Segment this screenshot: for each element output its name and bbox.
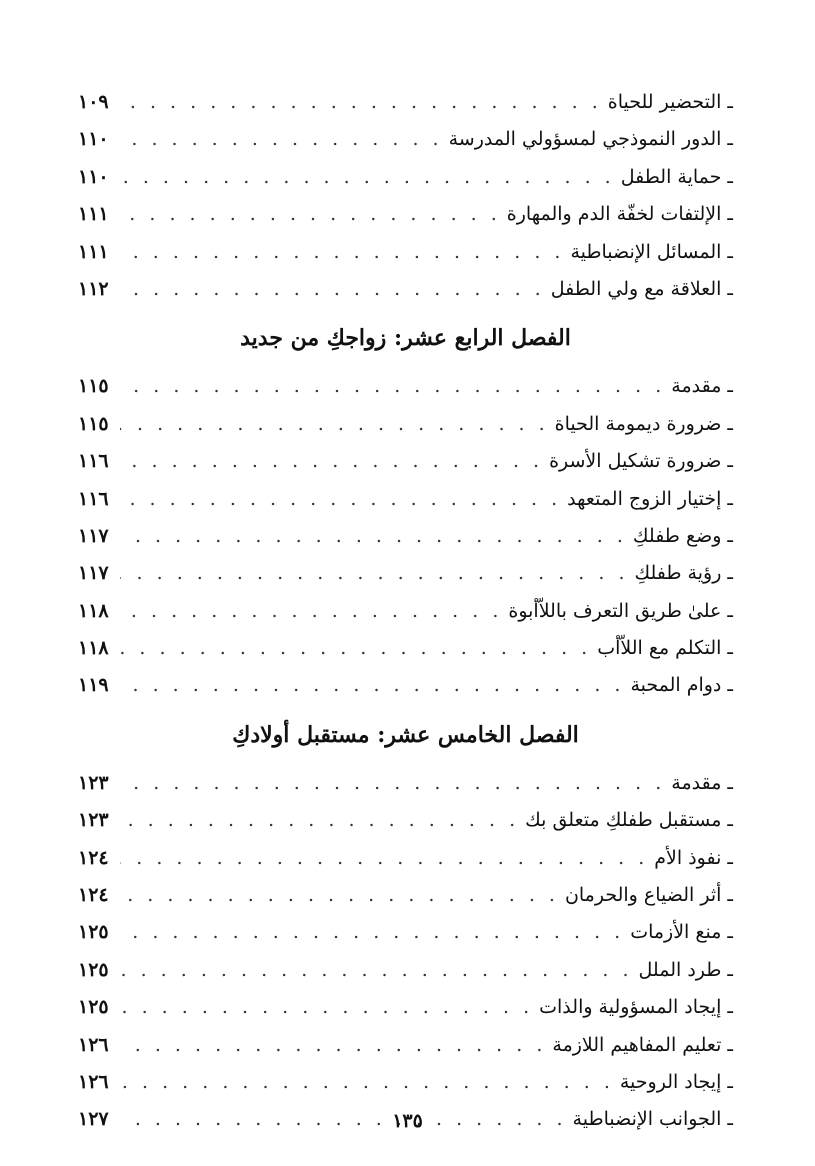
dot-leader: [120, 952, 633, 989]
toc-entry-title: ـ مقدمة: [671, 375, 733, 398]
toc-entry-page: ١١٨: [78, 599, 109, 622]
toc-entry-page: ١١١: [78, 240, 109, 263]
toc-entry-page: ١٠٩: [78, 91, 109, 113]
toc-entry: [78, 593, 733, 630]
toc-entry-page: ١٢٧: [78, 1108, 109, 1131]
chapter-heading: الفصل الرابع عشر: زواجكِ من جديد: [240, 325, 571, 352]
toc-entry-title: ـ رؤية طفلكِ: [634, 562, 733, 585]
dot-leader: [120, 667, 624, 704]
dot-leader: [120, 234, 564, 271]
toc-entry-page: ١١٥: [78, 412, 109, 435]
page-number: ١٣٥: [392, 1110, 423, 1132]
toc-entry: [78, 877, 733, 914]
toc-entry: [78, 1064, 733, 1101]
chapter-heading: الفصل الخامس عشر: مستقبل أولادكِ: [232, 721, 579, 748]
toc-entry-page: ١٢٥: [78, 921, 109, 944]
toc-entry-page: ١٢٤: [78, 884, 109, 907]
dot-leader: [120, 1064, 614, 1101]
toc-entry: [78, 630, 733, 667]
toc-entry: [78, 271, 733, 308]
toc-entry: [78, 765, 733, 802]
toc-entry-title: ـ أثر الضياع والحرمان: [564, 884, 733, 907]
toc-entry-page: ١١٧: [78, 524, 109, 547]
toc-entry-page: ١٢٥: [78, 958, 109, 981]
toc-entry-title: ـ المسائل الإنضباطية: [570, 240, 733, 263]
toc-entry: [78, 840, 733, 877]
dot-leader: [120, 196, 501, 233]
toc-entry: [78, 481, 733, 518]
toc-entry-title: ـ الجوانب الإنضباطية: [572, 1108, 733, 1131]
dot-leader: [120, 271, 545, 308]
toc-entry-page: ١١٥: [78, 375, 109, 398]
toc-entry: [78, 952, 733, 989]
toc-entry: [78, 368, 733, 405]
dot-leader: [120, 443, 543, 480]
dot-leader: [120, 368, 665, 405]
toc-entry-page: ١٢٥: [78, 996, 109, 1019]
toc-entry-title: ـ نفوذ الأم: [654, 846, 733, 869]
toc-entry-title: ـ ضرورة ديمومة الحياة: [554, 412, 733, 435]
toc-entry: [78, 518, 733, 555]
dot-leader: [120, 802, 519, 839]
toc-entry-page: ١١٧: [78, 562, 109, 585]
toc-entry: [78, 802, 733, 839]
toc-entry: [78, 667, 733, 704]
toc-entry: [78, 234, 733, 271]
dot-leader: [120, 593, 502, 630]
toc-entry-page: ١١٦: [78, 487, 109, 510]
toc-entry-page: ١٢٣: [78, 809, 109, 832]
toc-entry-title: ـ وضع طفلكِ: [632, 524, 733, 547]
toc-entry-page: ١١٠: [78, 165, 109, 188]
toc-entry-title: ـ دوام المحبة: [630, 674, 733, 697]
toc-entry-title: ـ إختيار الزوج المتعهد: [567, 487, 733, 510]
dot-leader: [120, 1027, 546, 1064]
toc-entry-title: ـ تعليم المفاهيم اللازمة: [552, 1033, 733, 1056]
dot-leader: [120, 877, 559, 914]
dot-leader: [120, 159, 615, 196]
toc-entry: [78, 121, 733, 158]
toc-entry-title: ـ منع الأزمات: [630, 921, 733, 944]
toc-entry-title: ـ الإلتفات لخفّة الدم والمهارة: [506, 203, 733, 226]
toc-entry: [78, 196, 733, 233]
toc-entry: [78, 555, 733, 592]
toc-entry-page: ١١١: [78, 203, 109, 226]
dot-leader: [120, 121, 443, 158]
toc-entry-title: ـ ضرورة تشكيل الأسرة: [549, 450, 733, 473]
toc-entry-page: ١١٨: [78, 637, 109, 660]
toc-entry-title: ـ الدور النموذجي لمسؤولي المدرسة: [448, 128, 733, 151]
dot-leader: [120, 481, 561, 518]
toc-entry-title: ـ طرد الملل: [638, 958, 733, 981]
toc-entry: [78, 406, 733, 443]
toc-entry-page: ١٢٦: [78, 1033, 109, 1056]
table-of-contents: [78, 84, 733, 1139]
toc-entry: [78, 443, 733, 480]
dot-leader: [120, 84, 602, 121]
toc-entry-title: ـ حماية الطفل: [620, 165, 733, 188]
toc-entry-page: ١١٩: [78, 674, 109, 697]
dot-leader: [120, 840, 648, 877]
dot-leader: [120, 989, 533, 1026]
toc-entry-title: ـ العلاقة مع ولي الطفل: [550, 277, 733, 300]
toc-entry-page: ١٢٦: [78, 1070, 109, 1093]
toc-entry-page: ١٢٤: [78, 846, 109, 869]
toc-entry-page: ١١٦: [78, 450, 109, 473]
toc-entry-title: ـ علىٰ طريق التعرف باللاّأبوة: [508, 599, 733, 622]
toc-entry: [78, 1027, 733, 1064]
toc-entry-title: ـ التحضير للحياة: [607, 91, 733, 113]
dot-leader: [120, 914, 624, 951]
toc-entry-page: ١١٠: [78, 128, 109, 151]
toc-entry: [78, 914, 733, 951]
dot-leader: [120, 765, 665, 802]
toc-entry: [78, 84, 733, 121]
toc-entry: [78, 159, 733, 196]
dot-leader: [120, 406, 549, 443]
toc-entry-title: ـ مستقبل طفلكِ متعلق بك: [525, 809, 733, 832]
dot-leader: [120, 555, 628, 592]
toc-entry-title: ـ إيجاد المسؤولية والذات: [539, 996, 733, 1019]
dot-leader: [120, 518, 627, 555]
toc-entry-title: ـ التكلم مع اللاّأب: [597, 637, 733, 660]
toc-entry: [78, 989, 733, 1026]
toc-entry-page: ١٢٣: [78, 771, 109, 794]
toc-entry-page: ١١٢: [78, 277, 109, 300]
toc-entry-title: ـ مقدمة: [671, 771, 733, 794]
toc-entry-title: ـ إيجاد الروحية: [619, 1070, 733, 1093]
dot-leader: [120, 630, 591, 667]
